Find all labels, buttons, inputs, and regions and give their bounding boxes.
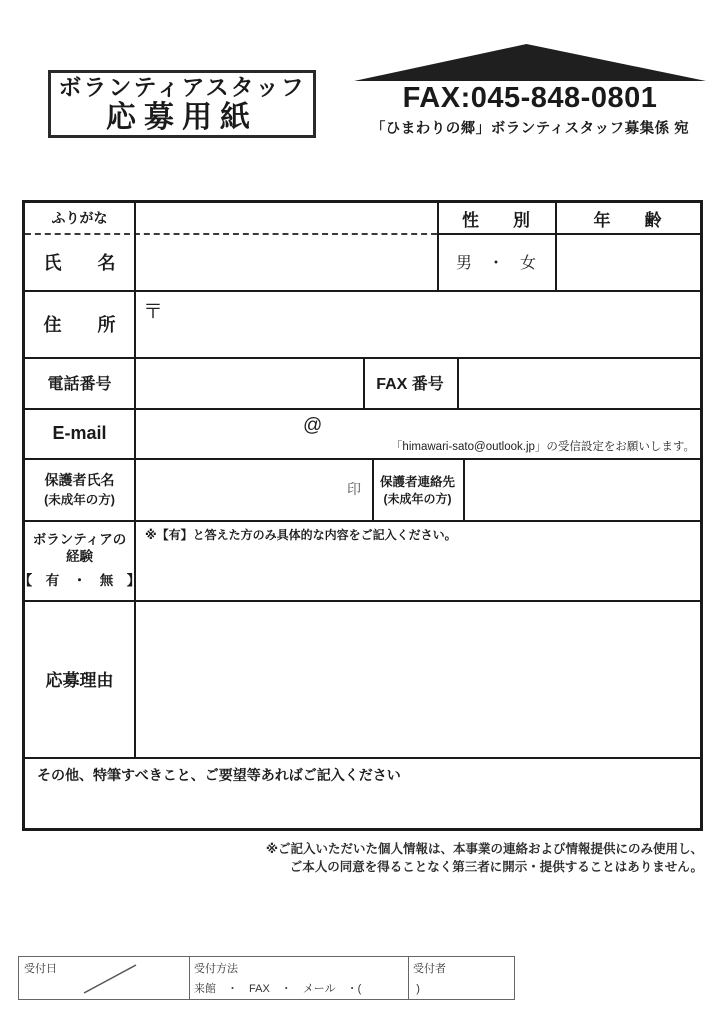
email-label: E-mail: [52, 422, 107, 443]
experience-label-cell: [18, 520, 141, 600]
reception-method-options: 来館 ・ FAX ・ メール ・( ): [194, 983, 420, 995]
privacy-note: [266, 840, 703, 876]
email-note: 「himawari-sato@outlook.jp」の受信設定をお願いします。: [390, 441, 695, 453]
reception-staff-cell: [408, 957, 516, 999]
main-form-table: [18, 200, 703, 831]
postal-mark: 〒: [143, 301, 163, 323]
reason-label: 応募理由: [45, 671, 114, 690]
reception-date-label: 受付日: [24, 963, 57, 975]
age-field: [555, 233, 700, 290]
name-label: 氏 名: [43, 252, 116, 273]
experience-note: ※【有】と答えた方のみ具体的な内容をご記入ください。: [145, 528, 457, 542]
phone-field: [134, 357, 363, 408]
form-title-box: [48, 70, 316, 138]
guardian-name-label-cell: [25, 458, 134, 520]
furigana-field: [134, 203, 437, 233]
form-title-line2: 応募用紙: [106, 100, 258, 134]
fax-number: FAX:045-848-0801: [402, 82, 658, 114]
guardian-contact-sub: (未成年の方): [383, 491, 452, 506]
roof-triangle-icon: [354, 44, 706, 81]
other-label: その他、特筆すべきこと、ご要望等あればご記入ください: [37, 767, 401, 783]
reception-table: [18, 956, 515, 1000]
address-label: 住 所: [43, 314, 116, 335]
experience-label-line2: 経験: [66, 549, 93, 565]
privacy-note-line1: ※ご記入いただいた個人情報は、本事業の連絡および情報提供にのみ使用し、: [265, 842, 703, 856]
seal-mark: 印: [347, 481, 361, 497]
reception-method-cell: [189, 957, 420, 999]
fax-label: FAX 番号: [376, 376, 444, 393]
reception-method-label: 受付方法: [194, 963, 238, 975]
fax-field: [457, 357, 700, 408]
reception-staff-label: 受付者: [413, 963, 446, 975]
guardian-name-label: 保護者氏名: [44, 472, 115, 488]
guardian-contact-label: 保護者連絡先: [379, 474, 455, 489]
reception-date-cell: [19, 957, 189, 999]
privacy-note-line2: ご本人の同意を得ることなく第三者に開示・提供することはありません。: [289, 860, 703, 875]
fax-block: [352, 44, 708, 138]
guardian-name-field: [134, 458, 372, 520]
gender-options: 男 ・ 女: [455, 255, 536, 272]
gender-header-label: 性 別: [462, 210, 530, 230]
form-title-line1: ボランティアスタッフ: [58, 74, 306, 101]
age-header-label: 年 齢: [593, 210, 662, 230]
name-field: [134, 233, 437, 290]
address-field: [134, 290, 700, 357]
experience-label-line1: ボランティアの: [32, 531, 127, 547]
phone-label: 電話番号: [47, 376, 112, 393]
guardian-contact-field: [463, 458, 700, 520]
date-slash-icon: [74, 961, 144, 995]
guardian-contact-label-cell: [372, 458, 463, 520]
experience-options: 【 有 ・ 無 】: [18, 572, 141, 588]
furigana-label: ふりがな: [51, 210, 108, 226]
fax-recipient: 「ひまわりの郷」ボランティスタッフ募集係 宛: [370, 121, 690, 138]
guardian-name-sub: (未成年の方): [44, 493, 115, 507]
email-at-sign: @: [303, 415, 323, 436]
reason-field: [134, 600, 700, 757]
other-field: [25, 757, 700, 828]
